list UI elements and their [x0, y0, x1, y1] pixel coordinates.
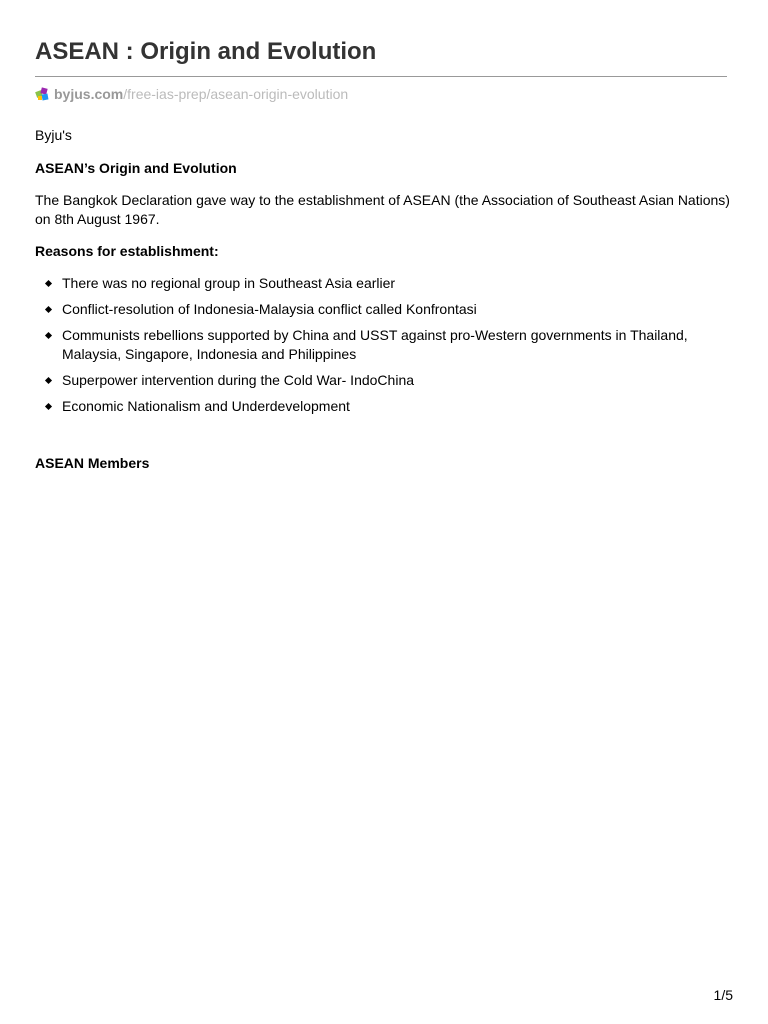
list-item-text: Communists rebellions supported by China and USST against pro-Western governments in Thailand, Malaysia, Singapore, Indonesia and Philippines [62, 327, 688, 362]
source-path-link[interactable]: /free-ias-prep/asean-origin-evolution [123, 86, 349, 102]
list-item-text: There was no regional group in Southeast Asia earlier [62, 275, 396, 291]
members-heading: ASEAN Members [35, 455, 150, 471]
list-item [35, 300, 730, 319]
bullet-diamond-icon [45, 280, 52, 287]
reasons-heading: Reasons for establishment: [35, 243, 219, 259]
title-divider [35, 76, 727, 77]
article-body [35, 126, 730, 473]
section-heading: ASEAN’s Origin and Evolution [35, 160, 237, 176]
bullet-diamond-icon [45, 306, 52, 313]
source-line [35, 85, 348, 103]
list-item-text: Economic Nationalism and Underdevelopment [62, 398, 350, 414]
page-title: ASEAN : Origin and Evolution [35, 38, 377, 65]
bullet-diamond-icon [45, 377, 52, 384]
bullet-diamond-icon [45, 403, 52, 410]
list-item [35, 371, 730, 390]
bullet-diamond-icon [45, 332, 52, 339]
page-number: 1/5 [713, 987, 733, 1003]
list-item-text: Superpower intervention during the Cold War- IndoChina [62, 372, 415, 388]
list-item-text: Conflict-resolution of Indonesia-Malaysia conflict called Konfrontasi [62, 301, 477, 317]
list-item [35, 326, 730, 364]
byline: Byju's [35, 127, 72, 143]
reasons-list [35, 274, 730, 416]
list-item [35, 397, 730, 416]
intro-paragraph: The Bangkok Declaration gave way to the establishment of ASEAN (the Association of Southeast Asian Nations) on 8th August 1967. [35, 192, 730, 227]
byjus-favicon-icon [35, 87, 50, 102]
source-domain-link[interactable]: byjus.com [54, 86, 124, 102]
list-item [35, 274, 730, 293]
